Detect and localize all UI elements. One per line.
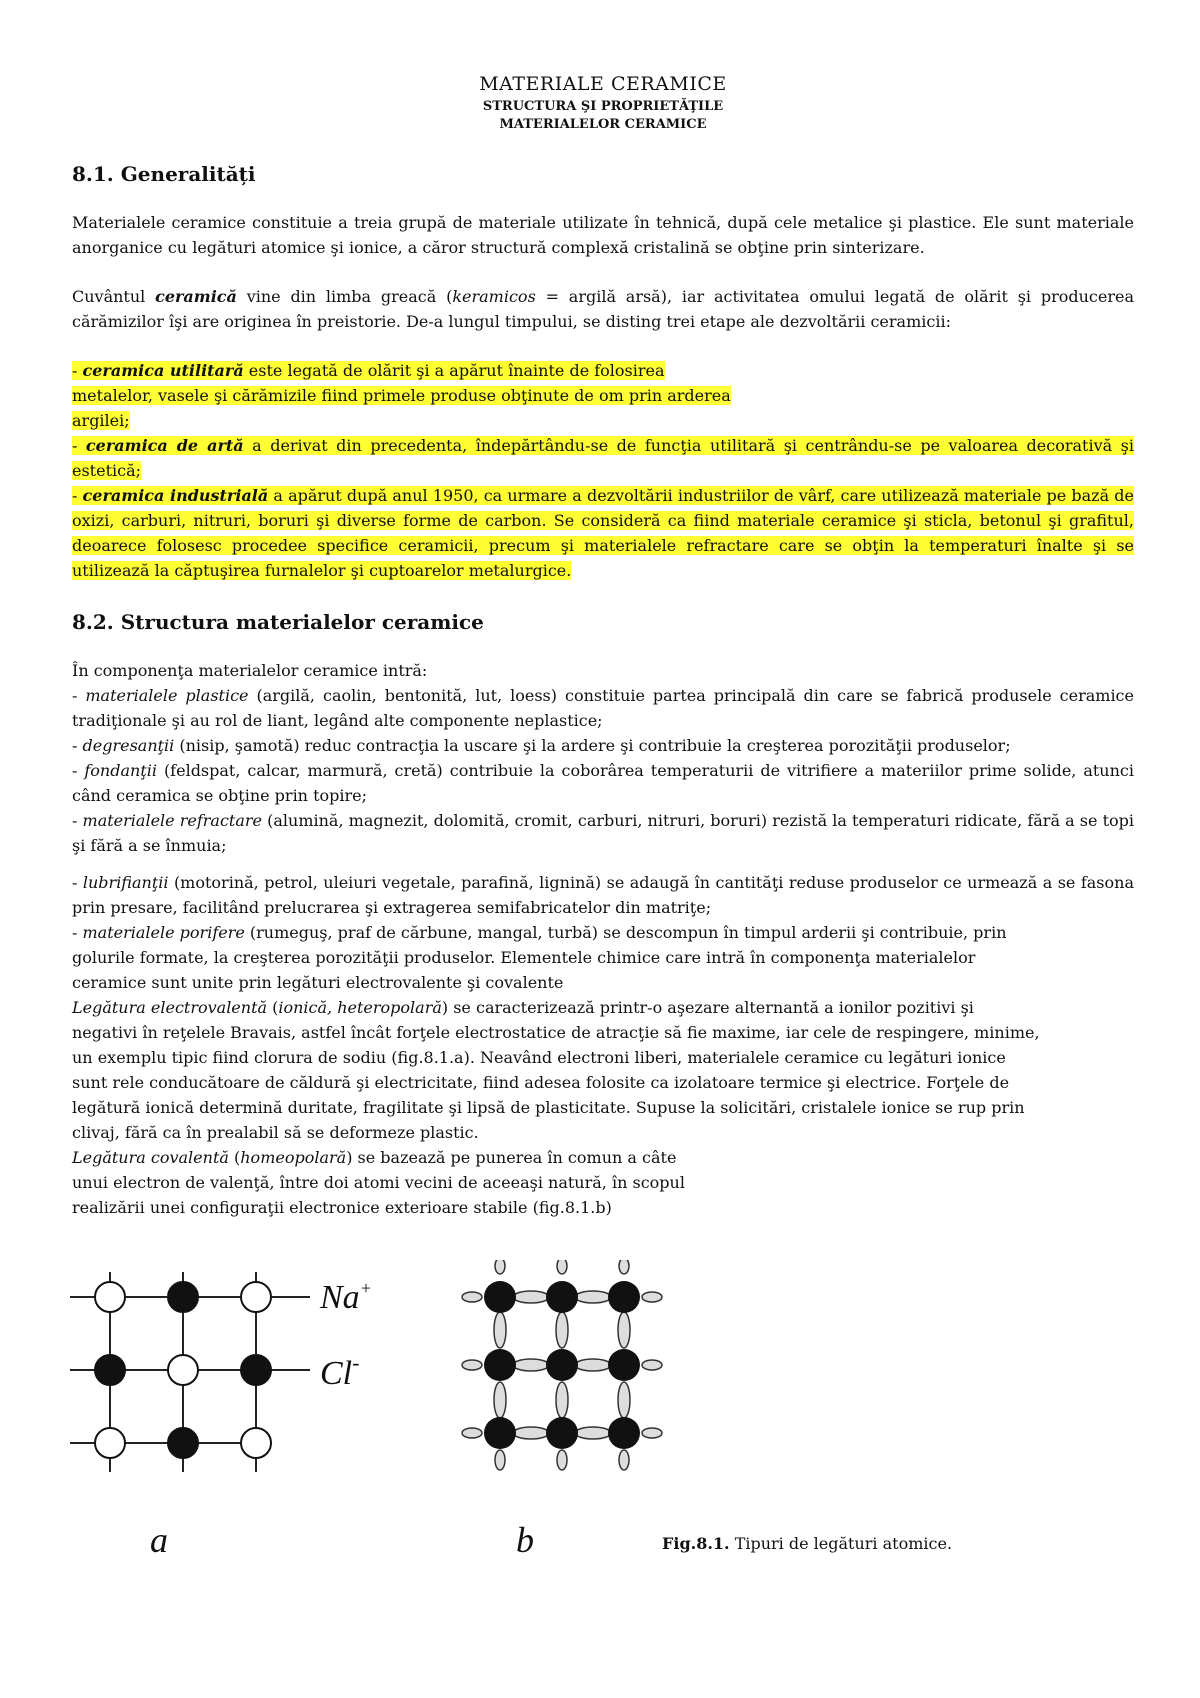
cl-ion (95, 1355, 125, 1385)
document-title: MATERIALE CERAMICE (479, 73, 727, 95)
text-run: - (72, 436, 86, 455)
term-ceramica-industriala: ceramica industrială (82, 486, 269, 505)
text-run: = argilă arsă), iar activitatea omului legată de olărit şi producerea cărămizilor îşi are originea în preistorie. De-a lungul timpului, se disting trei etape ale dezvoltării ceramicii: (72, 287, 1134, 331)
atom (484, 1281, 516, 1313)
text-run: (feldspat, calcar, marmură, cretă) contribuie la coborârea temperaturii de vitrifiere a materiilor prime solide, atunci când ceramica se obţine prin topire; (72, 761, 1134, 805)
cl-label: Cl- (320, 1350, 360, 1392)
na-ion (241, 1282, 271, 1312)
highlighted-stage-list (72, 358, 1134, 583)
text-line: negativi în reţelele Bravais, astfel încât forţele electrostatice de atracţie să fie maxime, iar cele de respingere, minime, (72, 1023, 1040, 1042)
spacer (72, 858, 1134, 870)
text-run: - (72, 761, 85, 780)
text-run: ) se bazează pe punerea în comun a câte (346, 1148, 677, 1167)
list-item (72, 733, 1134, 758)
term-ceramica-utilitara: ceramica utilitară (82, 361, 244, 380)
term-homeopolara: homeopolară (240, 1148, 347, 1167)
figure-label-b: b (516, 1520, 534, 1560)
text-line: un exemplu tipic fiind clorura de sodiu (fig.8.1.a). Neavând electroni liberi, materialele ceramice cu legături ionice (72, 1048, 1006, 1067)
text-line: legătură ionică determină duritate, fragilitate şi lipsă de plasticitate. Supuse la solicitări, cristalele ionice se rup prin (72, 1098, 1025, 1117)
cl-ion (168, 1282, 198, 1312)
text-line: sunt rele conducătoare de căldură şi electricitate, fiind adesea folosite ca izolatoare termice şi electrice. Forţele de (72, 1073, 1010, 1092)
list-item (72, 808, 1134, 858)
text-run: - (72, 923, 83, 942)
text-run: Cuvântul (72, 287, 156, 306)
ionic-ions (95, 1282, 271, 1458)
figure-caption (662, 1534, 952, 1553)
term-materiale-plastice: materialele plastice (85, 686, 249, 705)
stage-industriala (72, 486, 1134, 580)
cl-ion (168, 1428, 198, 1458)
text-run: a derivat din precedenta, îndepărtându-se de funcţia utilitară şi centrându-se pe valoarea decorativă şi estetică; (72, 436, 1135, 480)
text-run: - (72, 811, 83, 830)
figure-caption-text: Tipuri de legături atomice. (729, 1534, 953, 1553)
text-run: (argilă, caolin, bentonită, lut, loess) constituie partea principală din care se fabrică produsele ceramice tradiţionale şi au rol de liant, legând alte componente neplastice; (72, 686, 1134, 730)
text-run: ) se caracterizează printr-o aşezare alternantă a ionilor pozitivi şi (441, 998, 974, 1017)
list-item (72, 920, 1134, 945)
section-heading-structura: 8.2. Structura materialelor ceramice (72, 610, 484, 634)
na-ion (95, 1282, 125, 1312)
paragraph-etymology (72, 284, 1134, 334)
text-run: este legată de olărit şi a apărut înainte de folosirea (243, 361, 665, 380)
text-line: golurile formate, la creşterea porozităţii produselor. Elementele chimice care intră în componenţa materialelor (72, 948, 976, 967)
text-run: - (72, 361, 83, 380)
term-legatura-electrovalenta: Legătura electrovalentă (72, 998, 268, 1017)
text-run: ( (228, 1148, 241, 1167)
atom (608, 1349, 640, 1381)
text-line: unui electron de valenţă, între doi atomi vecini de aceeaşi natură, în scopul (72, 1173, 685, 1192)
atom (484, 1417, 516, 1449)
cl-ion (241, 1355, 271, 1385)
term-ceramica: ceramică (155, 287, 237, 306)
term-materiale-porifere: materialele porifere (82, 923, 245, 942)
na-label: Na+ (320, 1278, 372, 1316)
stage-utilitara (72, 361, 665, 380)
text-run: (motorină, petrol, uleiuri vegetale, parafină, lignină) se adaugă în cantităţi reduse produselor ce urmează a se fasona prin presare, facilitând prelucrarea şi extragerea semifabricatelor din matriţe; (72, 873, 1134, 917)
text-line: ceramice sunt unite prin legături electrovalente şi covalente (72, 973, 564, 992)
atom (546, 1417, 578, 1449)
paragraph-intro (72, 210, 1134, 260)
covalent-line1 (72, 1145, 1134, 1170)
term-legatura-covalenta: Legătura covalentă (72, 1148, 229, 1167)
stage-arta (72, 436, 1134, 480)
term-keramicos: keramicos (452, 287, 536, 306)
document-subtitle-line2: MATERIALELOR CERAMICE (499, 117, 707, 132)
text-run: - (72, 873, 83, 892)
term-materiale-refractare: materialele refractare (82, 811, 263, 830)
term-fondanti: fondanţii (84, 761, 157, 780)
term-ceramica-de-arta: ceramica de artă (85, 436, 244, 455)
text-line: realizării unei configuraţii electronice exterioare stabile (fig.8.1.b) (72, 1198, 612, 1217)
list-item (72, 870, 1134, 920)
text-line: clivaj, fără ca în prealabil să se deformeze plastic. (72, 1123, 479, 1142)
atom (608, 1281, 640, 1313)
covalent-lattice-figure (460, 1260, 680, 1560)
text-run: - (72, 736, 83, 755)
figure-label-a: a (150, 1520, 168, 1560)
text-run: - (72, 686, 86, 705)
text-run: vine din limba greacă ( (236, 287, 453, 306)
na-ion (168, 1355, 198, 1385)
atom (546, 1281, 578, 1313)
components-intro: În componenţa materialelor ceramice intră: (72, 661, 428, 680)
stage-utilitara-line3: argilei; (72, 411, 130, 430)
atom (484, 1349, 516, 1381)
na-ion (95, 1428, 125, 1458)
covalent-atoms (484, 1281, 640, 1449)
paragraph-intro-text: Materialele ceramice constituie a treia grupă de materiale utilizate în tehnică, după cele metalice şi plastice. Ele sunt materiale anorganice cu legături atomice şi ionice, a căror structură complexă cristalină se obţine prin sinterizare. (72, 213, 1134, 257)
atom (546, 1349, 578, 1381)
electrovalent-line1 (72, 995, 1134, 1020)
term-lubrifianti: lubrifianţii (82, 873, 169, 892)
stage-utilitara-line2: metalelor, vasele şi cărămizile fiind primele produse obţinute de om prin arderea (72, 386, 731, 405)
na-ion (241, 1428, 271, 1458)
section-heading-generalitati: 8.1. Generalități (72, 162, 256, 186)
ionic-lattice-figure (70, 1272, 390, 1562)
text-run: ( (267, 998, 279, 1017)
document-subtitle-line1: STRUCTURA ŞI PROPRIETĂŢILE (482, 99, 724, 114)
text-run: a apărut după anul 1950, ca urmare a dezvoltării industriilor de vârf, care utilizează materiale pe bază de oxizi, carburi, nitruri, boruri şi diverse forme de carbon. Se consideră ca fiind materiale ceramice şi sticla, betonul şi grafitul, deoarece folosesc procedee specifice ceramicii, precum şi materialele refractare care se obţin la temperaturi înalte şi se utilizează la căptuşirea furnalelor şi cuptoarelor metalurgice. (72, 486, 1135, 580)
list-item (72, 683, 1134, 733)
text-run: - (72, 486, 83, 505)
components-list (72, 658, 1134, 1220)
atom (608, 1417, 640, 1449)
term-ionica-heteropolara: ionică, heteropolară (278, 998, 442, 1017)
text-run: (nisip, şamotă) reduc contracţia la uscare şi la ardere şi contribuie la creşterea porozităţii produselor; (174, 736, 1011, 755)
figure-caption-number: Fig.8.1. (662, 1534, 730, 1553)
term-degresanti: degresanţii (82, 736, 175, 755)
text-run: (alumină, magnezit, dolomită, cromit, carburi, nitruri, boruri) rezistă la temperaturi ridicate, fără a se topi şi fără a se înmuia; (72, 811, 1134, 855)
text-run: (rumeguş, praf de cărbune, mangal, turbă) se descompun în timpul arderii şi contribuie, prin (244, 923, 1007, 942)
list-item (72, 758, 1134, 808)
